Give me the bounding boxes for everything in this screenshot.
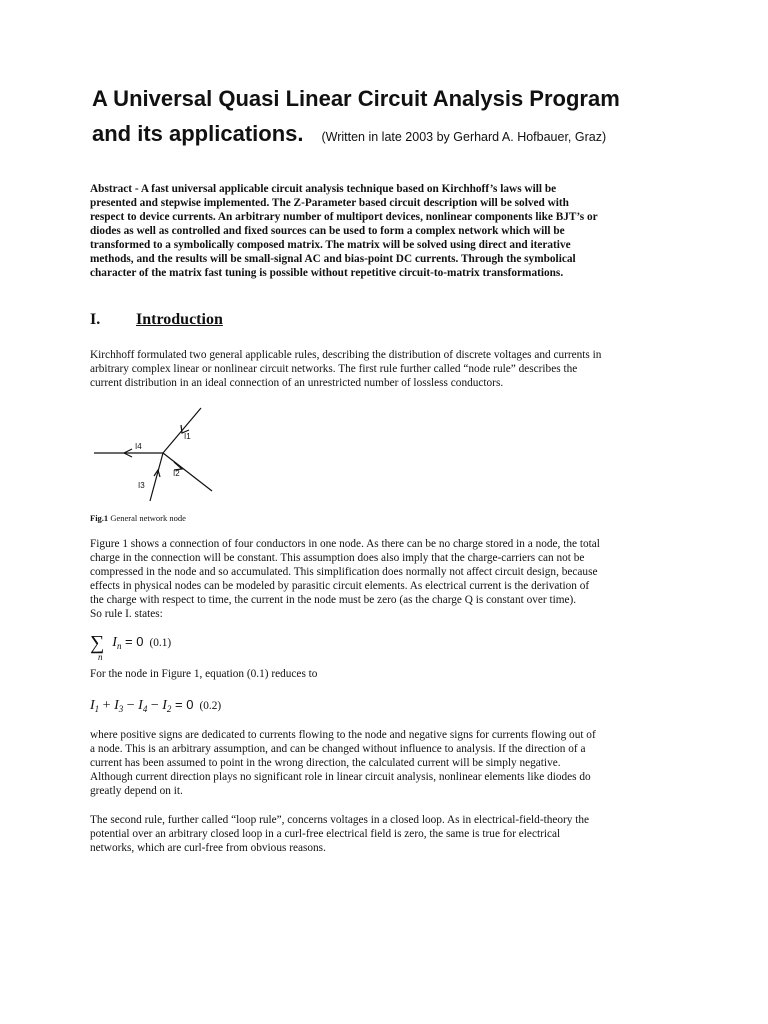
equation-number: (0.1) (149, 637, 172, 649)
reduces-text: For the node in Figure 1, equation (0.1) reduces to (90, 668, 318, 680)
abstract-line: presented and stepwise implemented. The Z-Parameter based circuit description will be solved with (90, 197, 569, 209)
eq-term: I (114, 698, 119, 713)
eq-operator: + (99, 698, 115, 713)
abstract-line: respect to device currents. An arbitrary number of multiport devices, nonlinear components like BJT’s or (90, 211, 598, 223)
equation-0-2 (90, 697, 221, 714)
paragraph-line: greatly depend on it. (90, 785, 183, 797)
paragraph-line: networks, which are curl-free from obvious reasons. (90, 842, 326, 854)
section-heading-introduction (90, 310, 223, 330)
abstract-line: transformed to a symbolically composed matrix. The matrix will be solved using direct and iterative (90, 239, 571, 251)
section-number: I. (90, 311, 101, 328)
label-i4: I4 (135, 442, 142, 451)
paragraph-line: where positive signs are dedicated to currents flowing to the node and negative signs for currents flowing out of (90, 729, 596, 741)
eq-term: I (138, 698, 143, 713)
paragraph-line: effects in physical nodes can be modeled by parasitic circuit elements. As electrical current is the derivation of (90, 580, 590, 592)
eq-term-sub: 2 (166, 704, 172, 714)
paragraph-line: the charge with respect to time, the current in the node must be zero (as the charge Q is constant over time). (90, 594, 577, 606)
abstract-line: methods, and the results will be small-signal AC and bias-point DC currents. Through the symbolical (90, 253, 576, 265)
figure-caption (90, 513, 186, 523)
paragraph-line: The second rule, further called “loop rule”, concerns voltages in a closed loop. As in electrical-field-theory the (90, 814, 590, 826)
paragraph-line: Although current direction plays no significant role in linear circuit analysis, nonlinear elements like diodes do (90, 771, 591, 783)
eq-rhs: = 0 (121, 634, 144, 649)
paragraph-line: charge in the connection will be constant. This assumption does also imply that the charge-carriers can not be (90, 552, 585, 564)
eq-term-sub: 3 (118, 704, 124, 714)
eq-term: I (162, 698, 167, 713)
figure1-paragraph (90, 537, 690, 621)
paper-title-line-2 (92, 121, 606, 150)
author-note: (Written in late 2003 by Gerhard A. Hofbauer, Graz) (321, 130, 607, 144)
eq-term-sub: 4 (142, 704, 148, 714)
abstract-line: Abstract - A fast universal applicable circuit analysis technique based on Kirchhoff’s laws will be (90, 183, 557, 195)
eq-subscript: n (116, 641, 122, 651)
paragraph-line: current has been assumed to point in the wrong direction, the calculated current will be simply negative. (90, 757, 561, 769)
intro-paragraph (90, 348, 690, 390)
paragraph-line: arbitrary complex linear or nonlinear circuit networks. The first rule further called “node rule” describes the (90, 363, 578, 375)
label-i3: I3 (138, 481, 145, 490)
paragraph-line: current distribution in an ideal connection of an unrestricted number of lossless conductors. (90, 377, 504, 389)
paragraph-line: So rule I. states: (90, 608, 163, 620)
paragraph-line: potential over an arbitrary closed loop in a curl-free electrical field is zero, the same is true for electrical (90, 828, 561, 840)
signs-paragraph (90, 728, 690, 798)
sum-symbol: ∑ (90, 632, 105, 654)
loop-rule-paragraph (90, 813, 690, 855)
equation-number: (0.2) (199, 700, 222, 712)
caption-label: Fig.1 (90, 513, 109, 523)
paragraph-line: a node. This is an arbitrary assumption, and can be changed without influence to analysis. If the direction of a (90, 743, 586, 755)
abstract-line: character of the matrix fast tuning is possible without repetitive circuit-to-matrix transformations. (90, 267, 564, 279)
label-i2: I2 (173, 469, 180, 478)
sum-index: n (98, 652, 103, 662)
caption-text: General network node (108, 513, 186, 523)
eq-rhs: = 0 (171, 697, 194, 712)
conductor-i2 (163, 453, 212, 491)
paragraph-line: compressed in the node and so accumulated. This simplification does normally not affect circuit design, because (90, 566, 598, 578)
eq-operator: − (123, 698, 139, 713)
paper-title-line-2-text: and its applications. (92, 121, 304, 146)
paper-title-line-1: A Universal Quasi Linear Circuit Analysis Program (92, 86, 620, 111)
section-title: Introduction (136, 311, 223, 328)
eq-term: I (90, 698, 95, 713)
eq-variable: I (112, 635, 117, 650)
paragraph-line: Figure 1 shows a connection of four conductors in one node. As there can be no charge stored in a node, the total (90, 538, 600, 550)
eq-operator: − (147, 698, 163, 713)
network-node-figure (88, 400, 228, 510)
conductor-i3 (150, 453, 163, 501)
eq-term-sub: 1 (94, 704, 100, 714)
equation-0-1 (90, 632, 172, 662)
paragraph-line: Kirchhoff formulated two general applicable rules, describing the distribution of discrete voltages and currents in (90, 349, 602, 361)
abstract (90, 182, 680, 280)
label-i1: I1 (184, 432, 191, 441)
abstract-line: diodes as well as controlled and fixed sources can be used to form a complex network which will be (90, 225, 565, 237)
